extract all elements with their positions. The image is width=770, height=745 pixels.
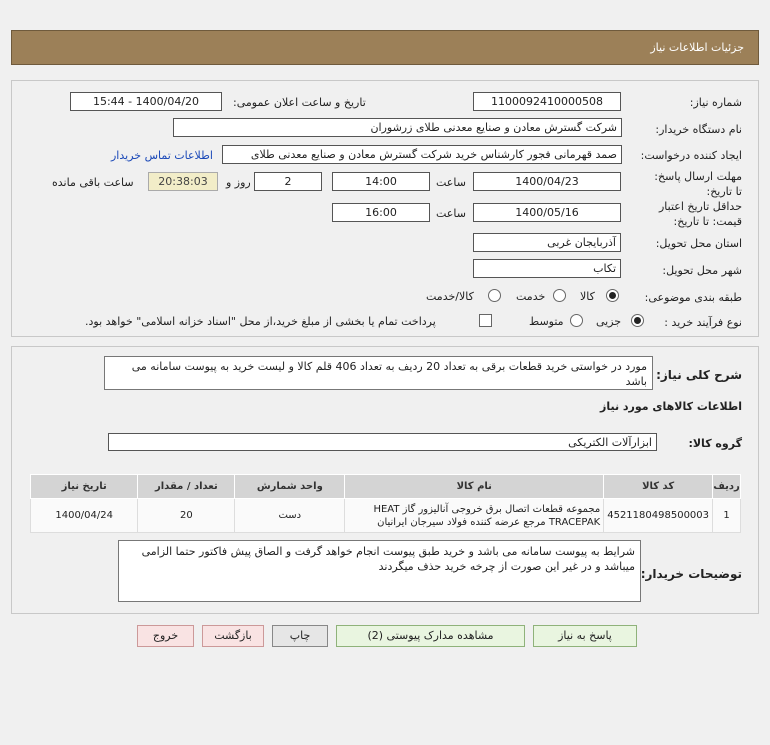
city-label: شهر محل تحویل: [662, 264, 742, 277]
category-option-goods-service: کالا/خدمت [426, 290, 474, 303]
goods-info-title: اطلاعات کالاهای مورد نیاز [600, 400, 742, 413]
province-field: آذربایجان غربی [473, 233, 621, 252]
col-code-header: کد کالا [604, 475, 713, 499]
days-field: 2 [254, 172, 322, 191]
buyer-notes-label: توضیحات خریدار: [640, 567, 742, 581]
announce-label: تاریخ و ساعت اعلان عمومی: [233, 96, 366, 109]
reply-time-field: 14:00 [332, 172, 430, 191]
col-name-header: نام کالا [345, 475, 604, 499]
col-date-header: تاریخ نیاز [31, 475, 138, 499]
reply-time-label: ساعت [436, 176, 466, 189]
buyer-notes-field: شرایط به پیوست سامانه می باشد و خرید طبق پیوست انجام خواهد گرفت و الصاق پیش فاکتور حتما الزامی میباشد و در غیر این صورت از چرخه خرید حذف میگردند [118, 540, 641, 602]
category-radio-goods[interactable] [606, 289, 619, 302]
validity-label: حداقل تاریخ اعتبار قیمت: تا تاریخ: [658, 200, 742, 228]
goods-qty: 20 [138, 499, 235, 533]
city-field: تکاب [473, 259, 621, 278]
category-radio-service[interactable] [553, 289, 566, 302]
buyer-contact-link[interactable]: اطلاعات تماس خریدار [111, 149, 213, 162]
process-radio-medium[interactable] [570, 314, 583, 327]
treasury-note: پرداخت تمام یا بخشی از مبلغ خرید،از محل "اسناد خزانه اسلامی" خواهد بود. [85, 315, 436, 328]
attachments-button[interactable]: مشاهده مدارک پیوستی (2) [336, 625, 525, 647]
page-title: جزئیات اطلاعات نیاز [650, 41, 744, 54]
goods-name: مجموعه قطعات اتصال برق خروجی آنالیزور گاز HEAT TRACEPAK مرجع عرضه کننده فولاد سیرجان ایرانیان [345, 499, 604, 533]
need-number-field: 1100092410000508 [473, 92, 621, 111]
validity-date-field: 1400/05/16 [473, 203, 621, 222]
goods-table-header [31, 475, 741, 499]
requester-field: صمد قهرمانی فجور کارشناس خرید شرکت گسترش معادن و صنایع معدنی طلای [222, 145, 622, 164]
buyer-org-field: شرکت گسترش معادن و صنایع معدنی طلای زرشوران [173, 118, 622, 137]
process-option-medium: متوسط [529, 315, 564, 328]
validity-time-label: ساعت [436, 207, 466, 220]
province-label: استان محل تحویل: [655, 237, 742, 250]
remaining-time-field: 20:38:03 [148, 172, 218, 191]
process-radio-minor[interactable] [631, 314, 644, 327]
reply-button[interactable]: پاسخ به نیاز [533, 625, 637, 647]
process-label: نوع فرآیند خرید : [664, 316, 742, 329]
reply-date-field: 1400/04/23 [473, 172, 621, 191]
requester-label: ایجاد کننده درخواست: [640, 149, 742, 162]
days-label: روز و [226, 176, 251, 189]
exit-button[interactable]: خروج [137, 625, 194, 647]
category-label: طبقه بندی موضوعی: [644, 291, 742, 304]
goods-group-label: گروه کالا: [688, 437, 742, 450]
description-label: شرح کلی نیاز: [656, 368, 742, 382]
category-radio-goods-service[interactable] [488, 289, 501, 302]
goods-group-field: ابزارآلات الکتریکی [108, 433, 657, 451]
goods-table [30, 474, 741, 533]
goods-unit: دست [235, 499, 345, 533]
col-unit-header: واحد شمارش [235, 475, 345, 499]
need-date: 1400/04/24 [31, 499, 138, 533]
need-number-label: شماره نیاز: [689, 96, 742, 109]
announce-field: 1400/04/20 - 15:44 [70, 92, 222, 111]
print-button[interactable]: چاپ [272, 625, 328, 647]
category-option-goods: کالا [580, 290, 595, 303]
reply-deadline-label: مهلت ارسال پاسخ: تا تاریخ: [654, 170, 742, 198]
col-row-header: ردیف [713, 475, 741, 499]
table-row [31, 499, 741, 533]
col-qty-header: تعداد / مقدار [138, 475, 235, 499]
page-header [11, 30, 759, 65]
treasury-checkbox[interactable] [479, 314, 492, 327]
buyer-org-label: نام دستگاه خریدار: [655, 123, 742, 136]
remaining-label: ساعت باقی مانده [52, 176, 134, 189]
goods-code: 4521180498500003 [604, 499, 713, 533]
back-button[interactable]: بازگشت [202, 625, 264, 647]
row-number: 1 [713, 499, 741, 533]
category-option-service: خدمت [516, 290, 546, 303]
process-option-minor: جزیی [596, 315, 622, 328]
description-field: مورد در خواستی خرید قطعات برقی به تعداد 20 ردیف به تعداد 406 قلم کالا و لیست خرید به پیوست سامانه می باشد [104, 356, 653, 390]
validity-time-field: 16:00 [332, 203, 430, 222]
